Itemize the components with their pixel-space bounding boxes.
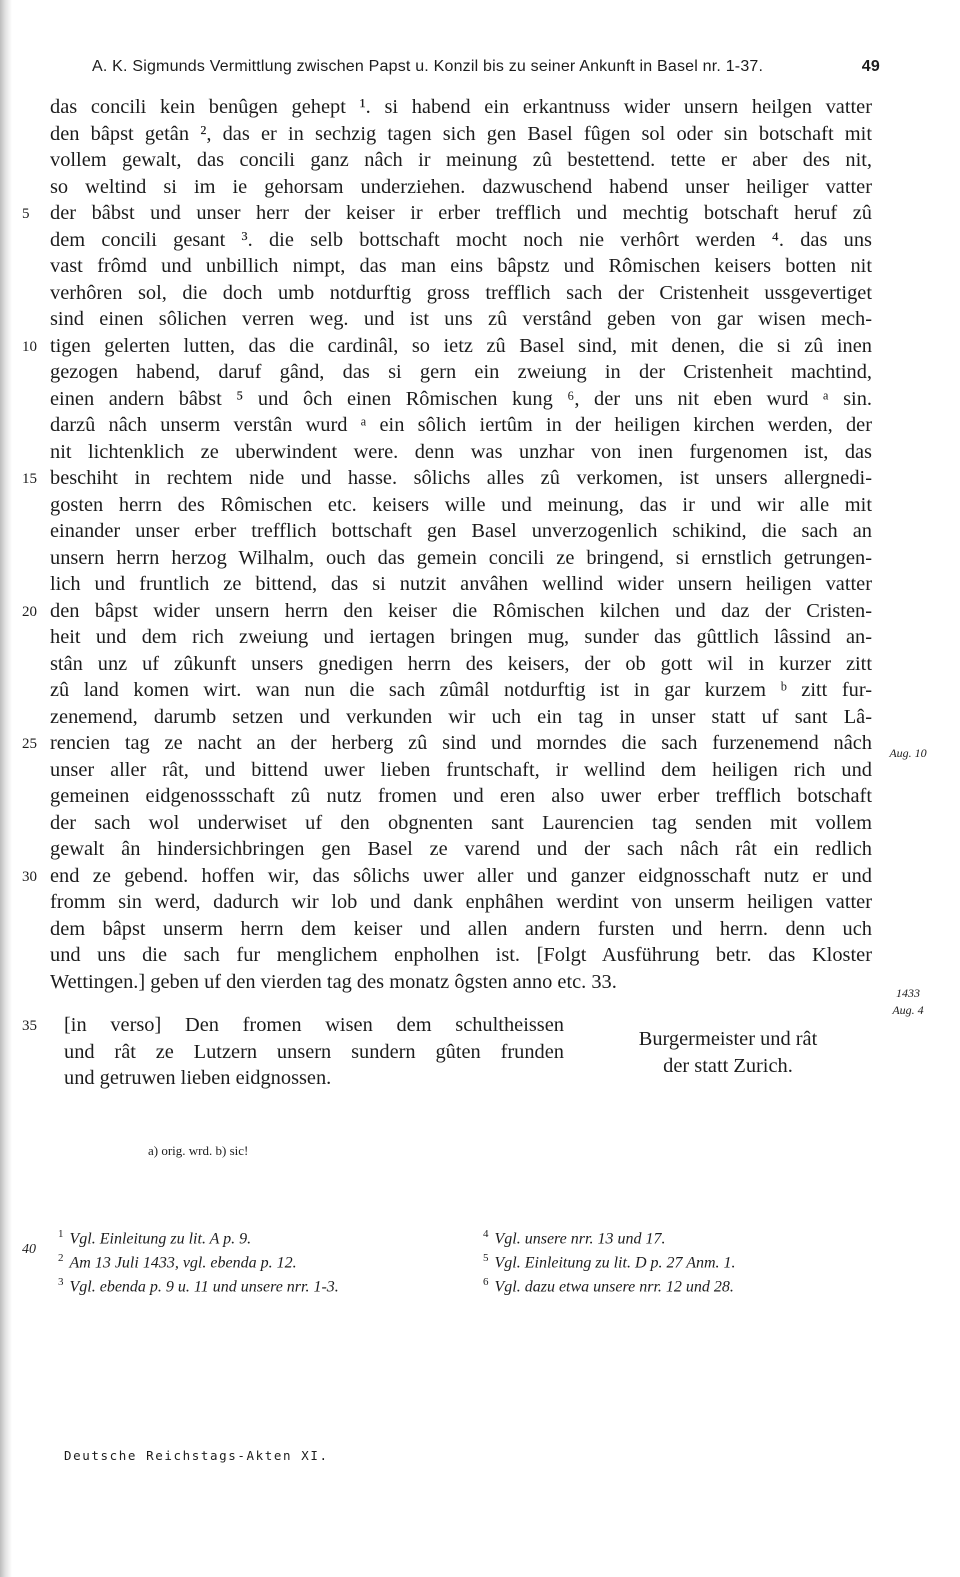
text-line [50, 889, 872, 916]
text-line-content: den bâpst getân ², das er in sechzig tagen sich gen Basel fûgen sol oder sin botschaft mit [50, 122, 872, 145]
footnote-4 [483, 1222, 883, 1246]
footnote-text: Vgl. dazu etwa unsere nrr. 12 und 28. [494, 1278, 734, 1296]
text-line [22, 863, 872, 890]
footnote-1 [58, 1222, 458, 1246]
text-line [50, 227, 872, 254]
footnote-mark: 4 [483, 1228, 489, 1240]
text-line [50, 280, 872, 307]
text-line-content: unsern herrn herzog Wilhalm, ouch das gemein concili ze bringend, si ernstlich getrungen- [50, 546, 872, 569]
text-line-content: unser aller rât, und bittend uwer lieben fruntschaft, ir wellind dem heiligen rich und [50, 758, 872, 781]
footnote-5 [483, 1246, 883, 1270]
printer-signature: Deutsche Reichstags-Akten XI. [64, 1448, 329, 1463]
main-text [22, 94, 872, 995]
address-line [64, 1065, 564, 1092]
footnote-3 [58, 1270, 458, 1294]
text-line [50, 94, 872, 121]
text-line-content: der bâbst und unser herr der keiser ir erber trefflich und mechtig botschaft heruf zû [50, 202, 872, 224]
text-line-content: verhôren sol, die doch umb notdurftig gross trefflich sach der Cristenheit ussgevertiget [50, 281, 872, 304]
text-line [50, 810, 872, 837]
page-number: 49 [861, 58, 880, 75]
text-line-content: stân unz uf zûkunft unsers gnedigen herrn des keisers, der ob gott wil in kurzer zitt [50, 652, 872, 675]
footnote-6 [483, 1270, 883, 1294]
text-line-content: tigen gelerten lutten, das die cardinâl, so ietz zû Basel sind, mit denen, die si zû inen [50, 334, 872, 357]
signature-line: der statt Zurich. [663, 1054, 793, 1077]
running-title: A. K. Sigmunds Vermittlung zwischen Papst u. Konzil bis zu seiner Ankunft in Basel nr. 1-37. [92, 58, 764, 75]
margin-date-aug-4: Aug. 4 [892, 1003, 924, 1017]
text-line [50, 916, 872, 943]
footnote-text: Am 13 Juli 1433, vgl. ebenda p. 12. [69, 1254, 297, 1272]
address-line [22, 1012, 564, 1039]
footnote-text: Vgl. Einleitung zu lit. D p. 27 Anm. 1. [494, 1254, 736, 1272]
text-line-content: einander unser erber trefflich bottschaft gen Basel unverzogenlich schikind, die sach an [50, 520, 872, 542]
running-header [92, 58, 880, 84]
text-line-content: dem concili gesant ³. die selb bottschaft mocht noch nie verhôrt werden ⁴. das uns [50, 228, 872, 251]
text-line [50, 359, 872, 386]
footnote-text: Vgl. ebenda p. 9 u. 11 und unsere nrr. 1-3. [69, 1278, 339, 1296]
text-line [50, 942, 872, 969]
binding-shadow [0, 0, 12, 1577]
text-line-content: gezogen habend, daruf gând, das si gern ein zweiung in der Cristenheit machtind, [50, 361, 872, 383]
text-line-content: vollem gewalt, das concili ganz nâch ir meinung zû bestettend. tette er aber des nit, [50, 149, 872, 171]
signature-line: Burgermeister und rât [638, 1028, 818, 1050]
text-line-content: zenemend, darumb setzen und verkunden wir uch ein tag in unser statt uf sant Lâ- [50, 705, 872, 728]
text-line [50, 121, 872, 148]
text-line [50, 439, 872, 466]
text-line [50, 624, 872, 651]
text-line-content: sind einen sôlichen verren weg. und ist uns zû verstând geben von gar wisen mech- [50, 308, 872, 330]
text-line-content: zû land komen wirt. wan nun die sach zûmâl notdurftig ist in gar kurzem ᵇ zitt fur- [50, 679, 872, 701]
footnote-text: Vgl. unsere nrr. 13 und 17. [494, 1230, 666, 1248]
line-number: 10 [22, 338, 37, 355]
text-line [50, 518, 872, 545]
text-line-content: der sach wol underwiset uf den obgnenten sant Laurencien tag senden mit vollem [50, 811, 872, 834]
text-line-content: darzû nâch unserm verstân wurd ᵃ ein sôlich iertûm in der heiligen kirchen werden, der [50, 414, 872, 436]
line-number: 15 [22, 471, 37, 487]
text-line [50, 571, 872, 598]
signature-block [622, 1026, 834, 1079]
margin-date-aug-10: Aug. 10 [889, 746, 927, 760]
footnote-mark: 5 [483, 1252, 489, 1264]
text-line-content: lich und fruntlich ze bittend, das si nutzit anvâhen wellind wider unsern heiligen vatter [50, 573, 872, 595]
text-line [50, 836, 872, 863]
text-line [50, 704, 872, 731]
text-line-content: dem bâpst unserm herrn dem keiser und allen andern fursten und herrn. denn uch [50, 917, 872, 940]
textual-notes: a) orig. wrd. b) sic! [148, 1143, 249, 1158]
text-line-content: gewalt ân hindersichbringen gen Basel ze varend und der sach nâch rât ein redlich [50, 838, 872, 860]
footnote-2 [58, 1246, 458, 1270]
text-line-content: vast frômd und unbillich nimpt, das man eins bâpstz und Rômischen keisers botten nit [50, 255, 872, 277]
text-line-content: beschiht in rechtem nide und hasse. sôlichs alles zû verkomen, ist unsers allergnedi- [50, 467, 872, 489]
footnote-line-number: 40 [22, 1242, 36, 1257]
text-line-content: das concili kein benûgen gehept ¹. si habend ein erkantnuss wider unsern heilgen vatter [50, 96, 872, 118]
text-line [50, 386, 872, 413]
line-number: 30 [22, 868, 37, 885]
footnote-mark: 6 [483, 1276, 489, 1288]
line-number: 20 [22, 603, 37, 620]
footnotes-right-column [483, 1222, 883, 1294]
text-line-content: gosten herrn des Rômischen etc. keisers wille und meinung, das ir und wir alle mit [50, 493, 872, 516]
footnote-mark: 1 [58, 1228, 64, 1240]
text-line [50, 174, 872, 201]
text-line [22, 333, 872, 360]
text-line-content: gemeinen eidgenossschaft zû nutz fromen und eren also uwer erber trefflich botschaft [50, 785, 872, 807]
text-line [50, 492, 872, 519]
address-line-text: und getruwen lieben eidgnossen. [64, 1067, 332, 1089]
text-line [22, 200, 872, 227]
text-line [50, 545, 872, 572]
address-block [22, 1012, 564, 1092]
address-line-text: und rât ze Lutzern unsern sundern gûten frunden [64, 1040, 564, 1063]
text-line-content: einen andern bâbst ⁵ und ôch einen Rômischen kung ⁶, der uns nit eben wurd ᵃ sin. [50, 387, 872, 410]
text-line [22, 465, 872, 492]
text-line [22, 598, 872, 625]
text-line-content: Wettingen.] geben uf den vierden tag des monatz ôgsten anno etc. 33. [50, 970, 617, 993]
text-line [50, 253, 872, 280]
text-line-content: heit und dem rich zweiung und iertagen bringen mug, sunder das gûttlich lâssind an- [50, 626, 872, 648]
text-line [22, 730, 872, 757]
text-line [50, 651, 872, 678]
footnote-mark: 2 [58, 1252, 64, 1264]
text-line [50, 677, 872, 704]
text-line-content: rencien tag ze nacht an der herberg zû sind und morndes die sach furzenemend nâch [50, 732, 872, 754]
text-line-content: so weltind si im ie gehorsam underziehen. dazwuschend habend unser heiliger vatter [50, 175, 872, 198]
text-line [50, 969, 872, 996]
address-line-text: [in verso] Den fromen wisen dem schultheissen [64, 1014, 564, 1036]
footnote-mark: 3 [58, 1276, 64, 1288]
text-line-content: und uns die sach fur menglichem enpholhen ist. [Folgt Ausführung betr. das Kloster [50, 944, 872, 966]
text-line-content: fromm sin werd, dadurch wir lob und dank enphâhen werdint von unserm heiligen vatter [50, 891, 872, 913]
text-line [50, 147, 872, 174]
text-line-content: end ze gebend. hoffen wir, das sôlichs uwer aller und ganzer eidgnosschaft nutz er und [50, 864, 872, 887]
text-line [50, 306, 872, 333]
line-number: 35 [22, 1018, 37, 1034]
address-line [64, 1039, 564, 1066]
margin-year: 1433 [896, 986, 920, 1000]
footnote-text: Vgl. Einleitung zu lit. A p. 9. [69, 1230, 252, 1248]
text-line [50, 757, 872, 784]
text-line-content: nit lichtenklich ze uberwindent were. denn was unzhar von inen furgenomen ist, das [50, 440, 872, 463]
line-number: 25 [22, 736, 37, 752]
text-line [50, 412, 872, 439]
line-number: 5 [22, 206, 30, 222]
footnotes-left-column [58, 1222, 458, 1294]
text-line [50, 783, 872, 810]
text-line-content: den bâpst wider unsern herrn den keiser die Rômischen kilchen und daz der Cristen- [50, 599, 872, 622]
